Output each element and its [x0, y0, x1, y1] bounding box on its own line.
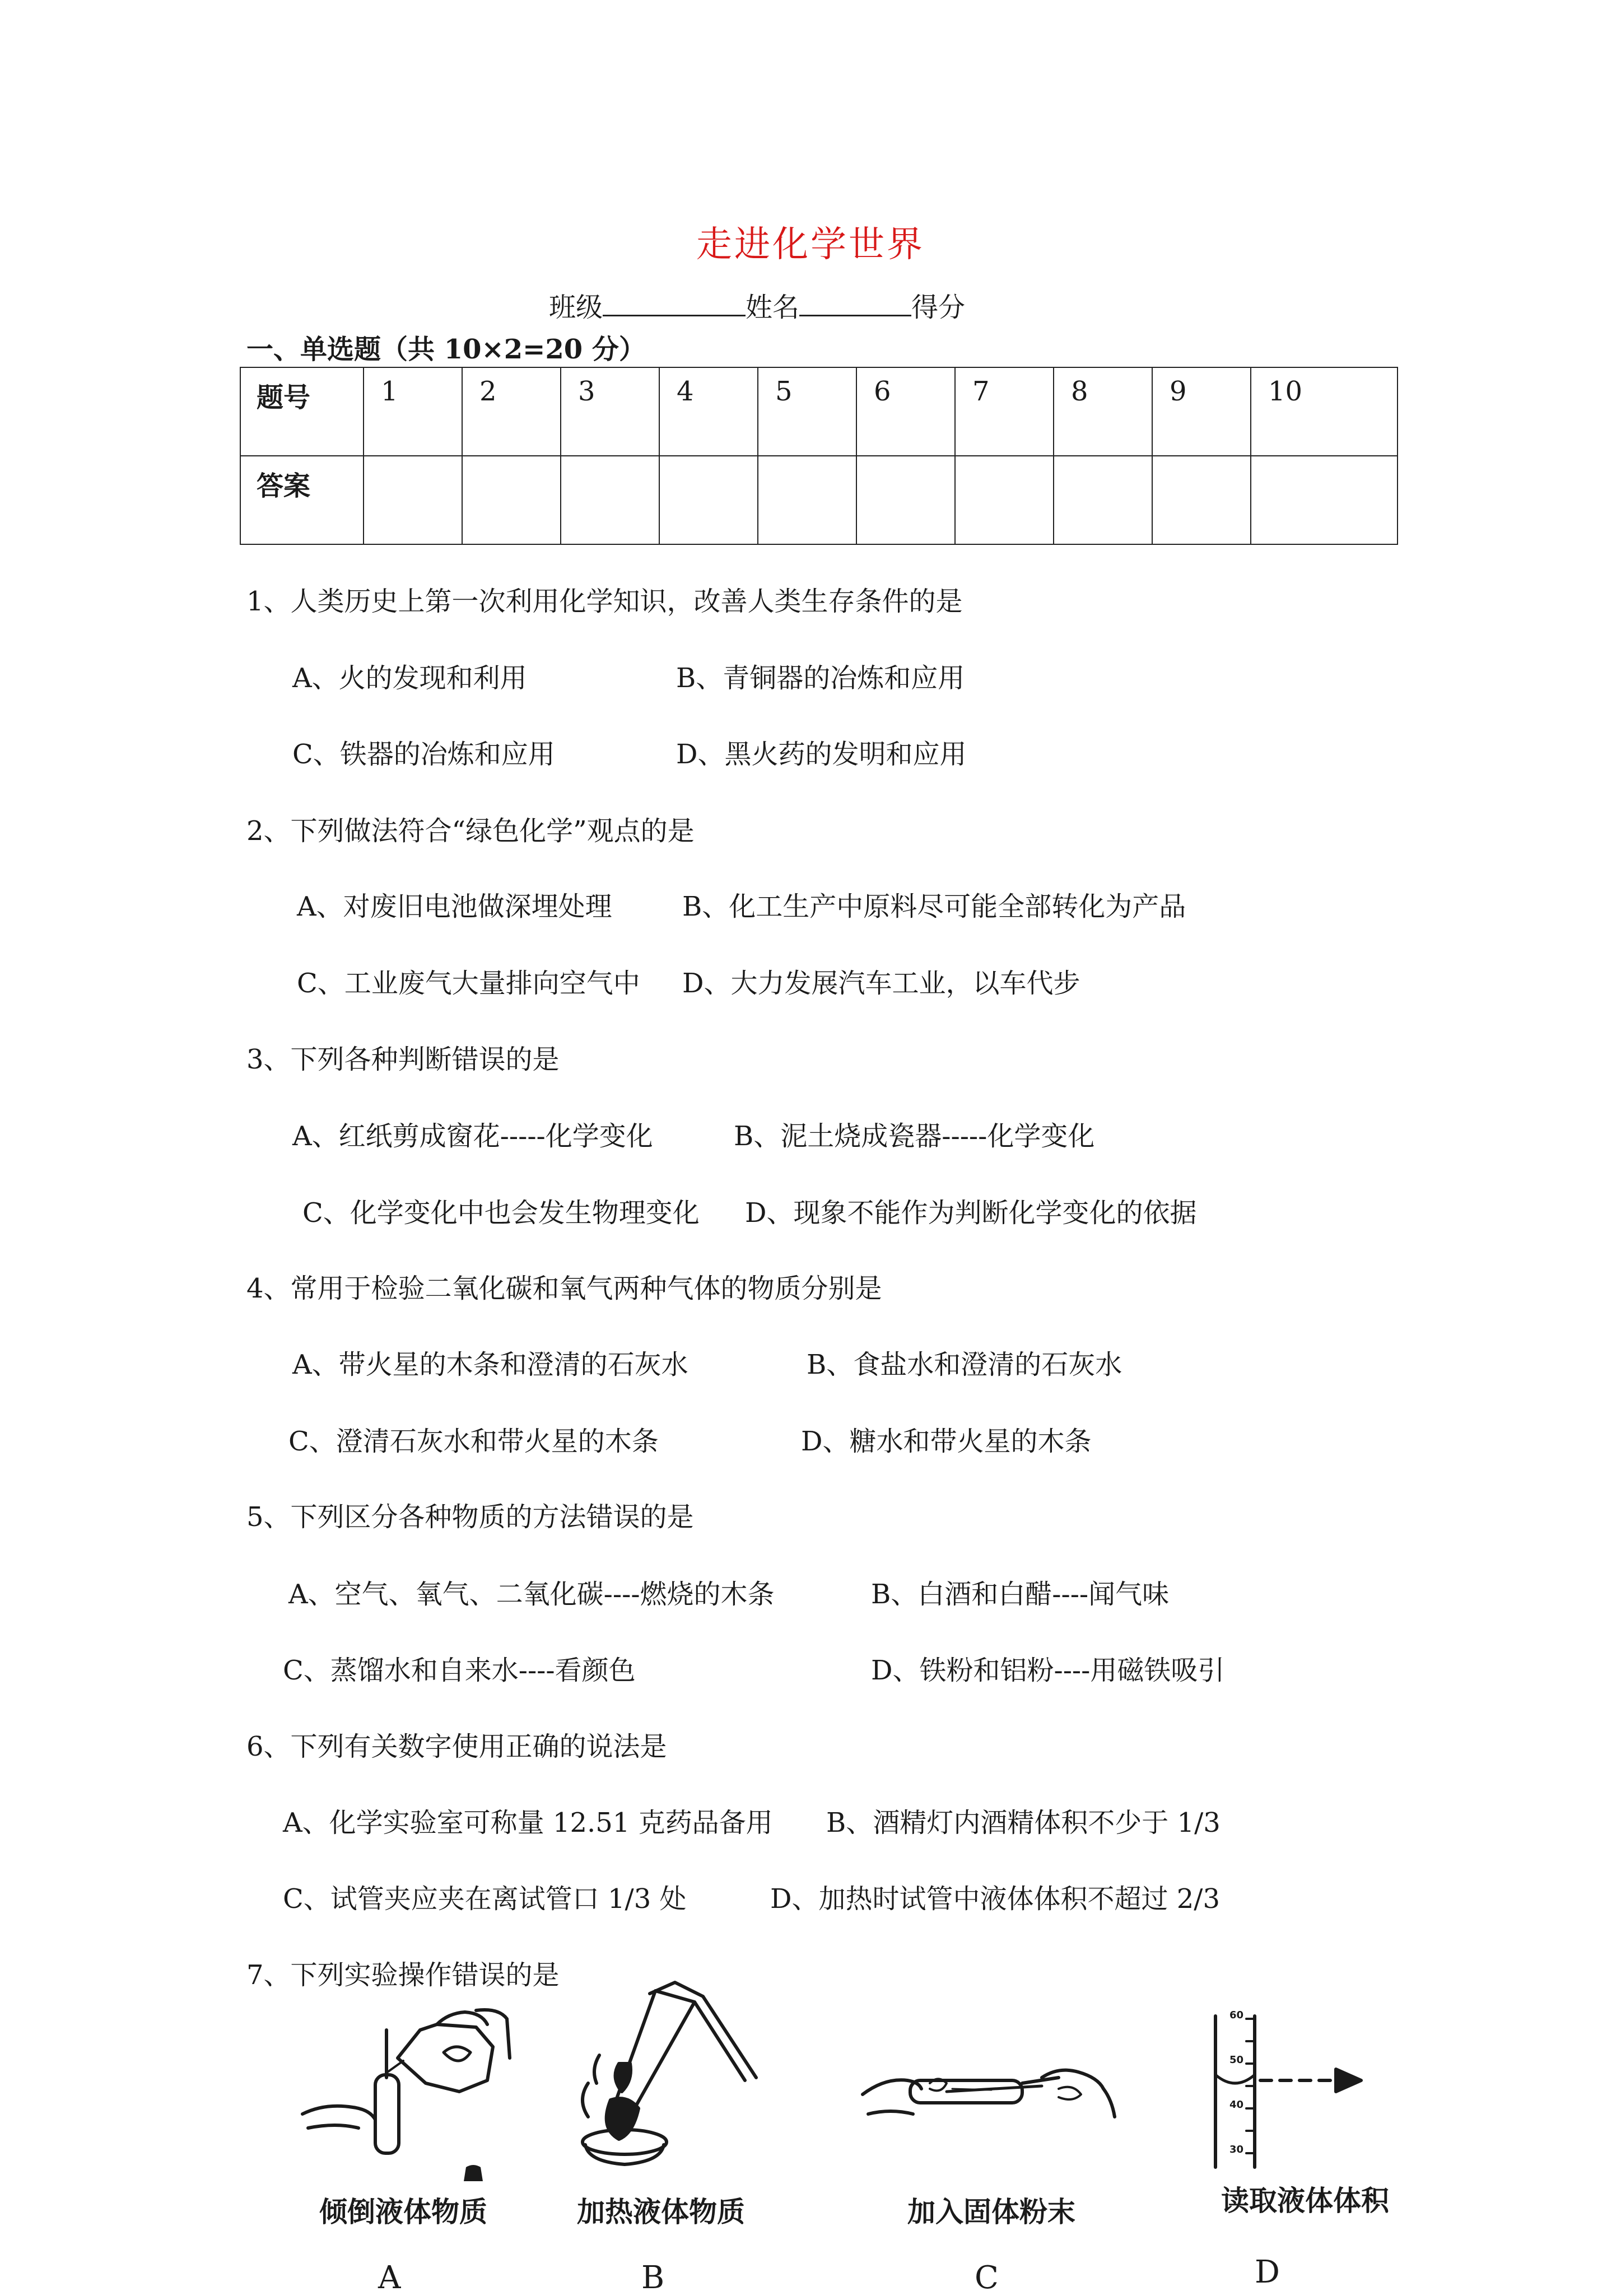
- figure-caption-a: 倾倒液体物质: [319, 2196, 487, 2228]
- option-a: A、带火星的木条和澄清的石灰水: [292, 1349, 688, 1380]
- figure-caption-b: 加热液体物质: [577, 2196, 745, 2228]
- question-number-cell: 1: [364, 367, 462, 456]
- option-d: D、大力发展汽车工业，以车代步: [682, 968, 1080, 999]
- answer-cell[interactable]: [856, 456, 955, 544]
- question-number-cell: 2: [462, 367, 561, 456]
- score-label: 得分: [911, 292, 966, 323]
- class-blank[interactable]: [603, 314, 746, 316]
- answer-table-number-row: [240, 367, 1398, 456]
- name-blank[interactable]: [799, 314, 911, 316]
- option-c: C、工业废气大量排向空气中: [297, 968, 640, 999]
- option-a: A、对废旧电池做深埋处理: [297, 891, 612, 922]
- figure-letter-a: A: [378, 2260, 401, 2296]
- bottle-stopper-icon: [459, 2162, 487, 2184]
- question-number-cell: 10: [1251, 367, 1398, 456]
- pouring-liquid-illustration: [291, 2008, 515, 2159]
- answer-cell[interactable]: [364, 456, 462, 544]
- figure-letter-b: B: [641, 2260, 665, 2296]
- reading-volume-illustration: [1199, 2005, 1384, 2173]
- answer-cell[interactable]: [955, 456, 1054, 544]
- class-label: 班级: [549, 292, 603, 323]
- heating-liquid-illustration: [566, 1971, 790, 2167]
- adding-powder-illustration: [857, 2055, 1120, 2139]
- option-a: A、空气、氧气、二氧化碳----燃烧的木条: [288, 1579, 775, 1610]
- figure-letter-d: D: [1255, 2254, 1280, 2290]
- question-stem: 3、下列各种判断错误的是: [246, 1044, 560, 1075]
- cylinder-tick-30: 30: [1229, 2144, 1244, 2155]
- question-number-cell: 4: [659, 367, 758, 456]
- answer-cell[interactable]: [561, 456, 659, 544]
- option-b: B、白酒和白醋----闻气味: [871, 1579, 1170, 1610]
- answer-cell[interactable]: [1251, 456, 1398, 544]
- option-a: A、火的发现和利用: [292, 662, 527, 694]
- option-a: A、化学实验室可称量 12.51 克药品备用: [283, 1807, 773, 1838]
- question-number-cell: 7: [955, 367, 1054, 456]
- option-b: B、化工生产中原料尽可能全部转化为产品: [682, 891, 1186, 922]
- question-number-cell: 8: [1054, 367, 1152, 456]
- option-c: C、试管夹应夹在离试管口 1/3 处: [283, 1883, 687, 1915]
- figure-caption-d: 读取液体体积: [1221, 2185, 1389, 2217]
- answer-cell[interactable]: [659, 456, 758, 544]
- option-b: B、青铜器的冶炼和应用: [676, 662, 965, 694]
- name-label: 姓名: [746, 292, 800, 323]
- cylinder-tick-60: 60: [1229, 2009, 1244, 2021]
- option-d: D、黑火药的发明和应用: [676, 739, 967, 770]
- answer-cell[interactable]: [758, 456, 856, 544]
- cylinder-tick-40: 40: [1229, 2099, 1244, 2111]
- option-c: C、蒸馏水和自来水----看颜色: [283, 1655, 636, 1686]
- option-b: B、食盐水和澄清的石灰水: [807, 1349, 1122, 1380]
- question-number-cell: 3: [561, 367, 659, 456]
- number-row-label: 题号: [240, 367, 364, 456]
- option-b: B、泥土烧成瓷器-----化学变化: [734, 1121, 1095, 1152]
- answer-row-label: 答案: [240, 456, 364, 544]
- figure-letter-c: C: [975, 2260, 999, 2296]
- option-c: C、澄清石灰水和带火星的木条: [288, 1426, 659, 1457]
- option-d: D、糖水和带火星的木条: [801, 1426, 1092, 1457]
- question-stem: 7、下列实验操作错误的是: [246, 1959, 560, 1991]
- question-stem: 1、人类历史上第一次利用化学知识，改善人类生存条件的是: [246, 586, 963, 617]
- answer-table-answer-row: [240, 456, 1398, 544]
- question-stem: 4、常用于检验二氧化碳和氧气两种气体的物质分别是: [246, 1273, 882, 1304]
- option-c: C、化学变化中也会发生物理变化: [302, 1197, 700, 1229]
- option-b: B、酒精灯内酒精体积不少于 1/3: [826, 1807, 1221, 1838]
- question-number-cell: 9: [1152, 367, 1251, 456]
- question-stem: 2、下列做法符合“绿色化学”观点的是: [246, 815, 695, 847]
- option-d: D、铁粉和铝粉----用磁铁吸引: [871, 1655, 1225, 1686]
- figure-caption-c: 加入固体粉末: [907, 2196, 1075, 2228]
- cylinder-tick-50: 50: [1229, 2054, 1244, 2066]
- answer-cell[interactable]: [462, 456, 561, 544]
- option-d: D、加热时试管中液体体积不超过 2/3: [770, 1883, 1220, 1915]
- student-info-line: [549, 286, 965, 324]
- option-d: D、现象不能作为判断化学变化的依据: [745, 1197, 1197, 1229]
- answer-cell[interactable]: [1054, 456, 1152, 544]
- question-number-cell: 5: [758, 367, 856, 456]
- question-stem: 6、下列有关数字使用正确的说法是: [246, 1731, 667, 1762]
- option-a: A、红纸剪成窗花-----化学变化: [292, 1121, 653, 1152]
- answer-cell[interactable]: [1152, 456, 1251, 544]
- page-title: 走进化学世界: [696, 224, 925, 265]
- question-stem: 5、下列区分各种物质的方法错误的是: [246, 1501, 694, 1533]
- section-heading: 一、单选题（共 10×2=20 分）: [246, 334, 646, 365]
- answer-table: [240, 367, 1398, 545]
- option-c: C、铁器的冶炼和应用: [292, 739, 555, 770]
- question-number-cell: 6: [856, 367, 955, 456]
